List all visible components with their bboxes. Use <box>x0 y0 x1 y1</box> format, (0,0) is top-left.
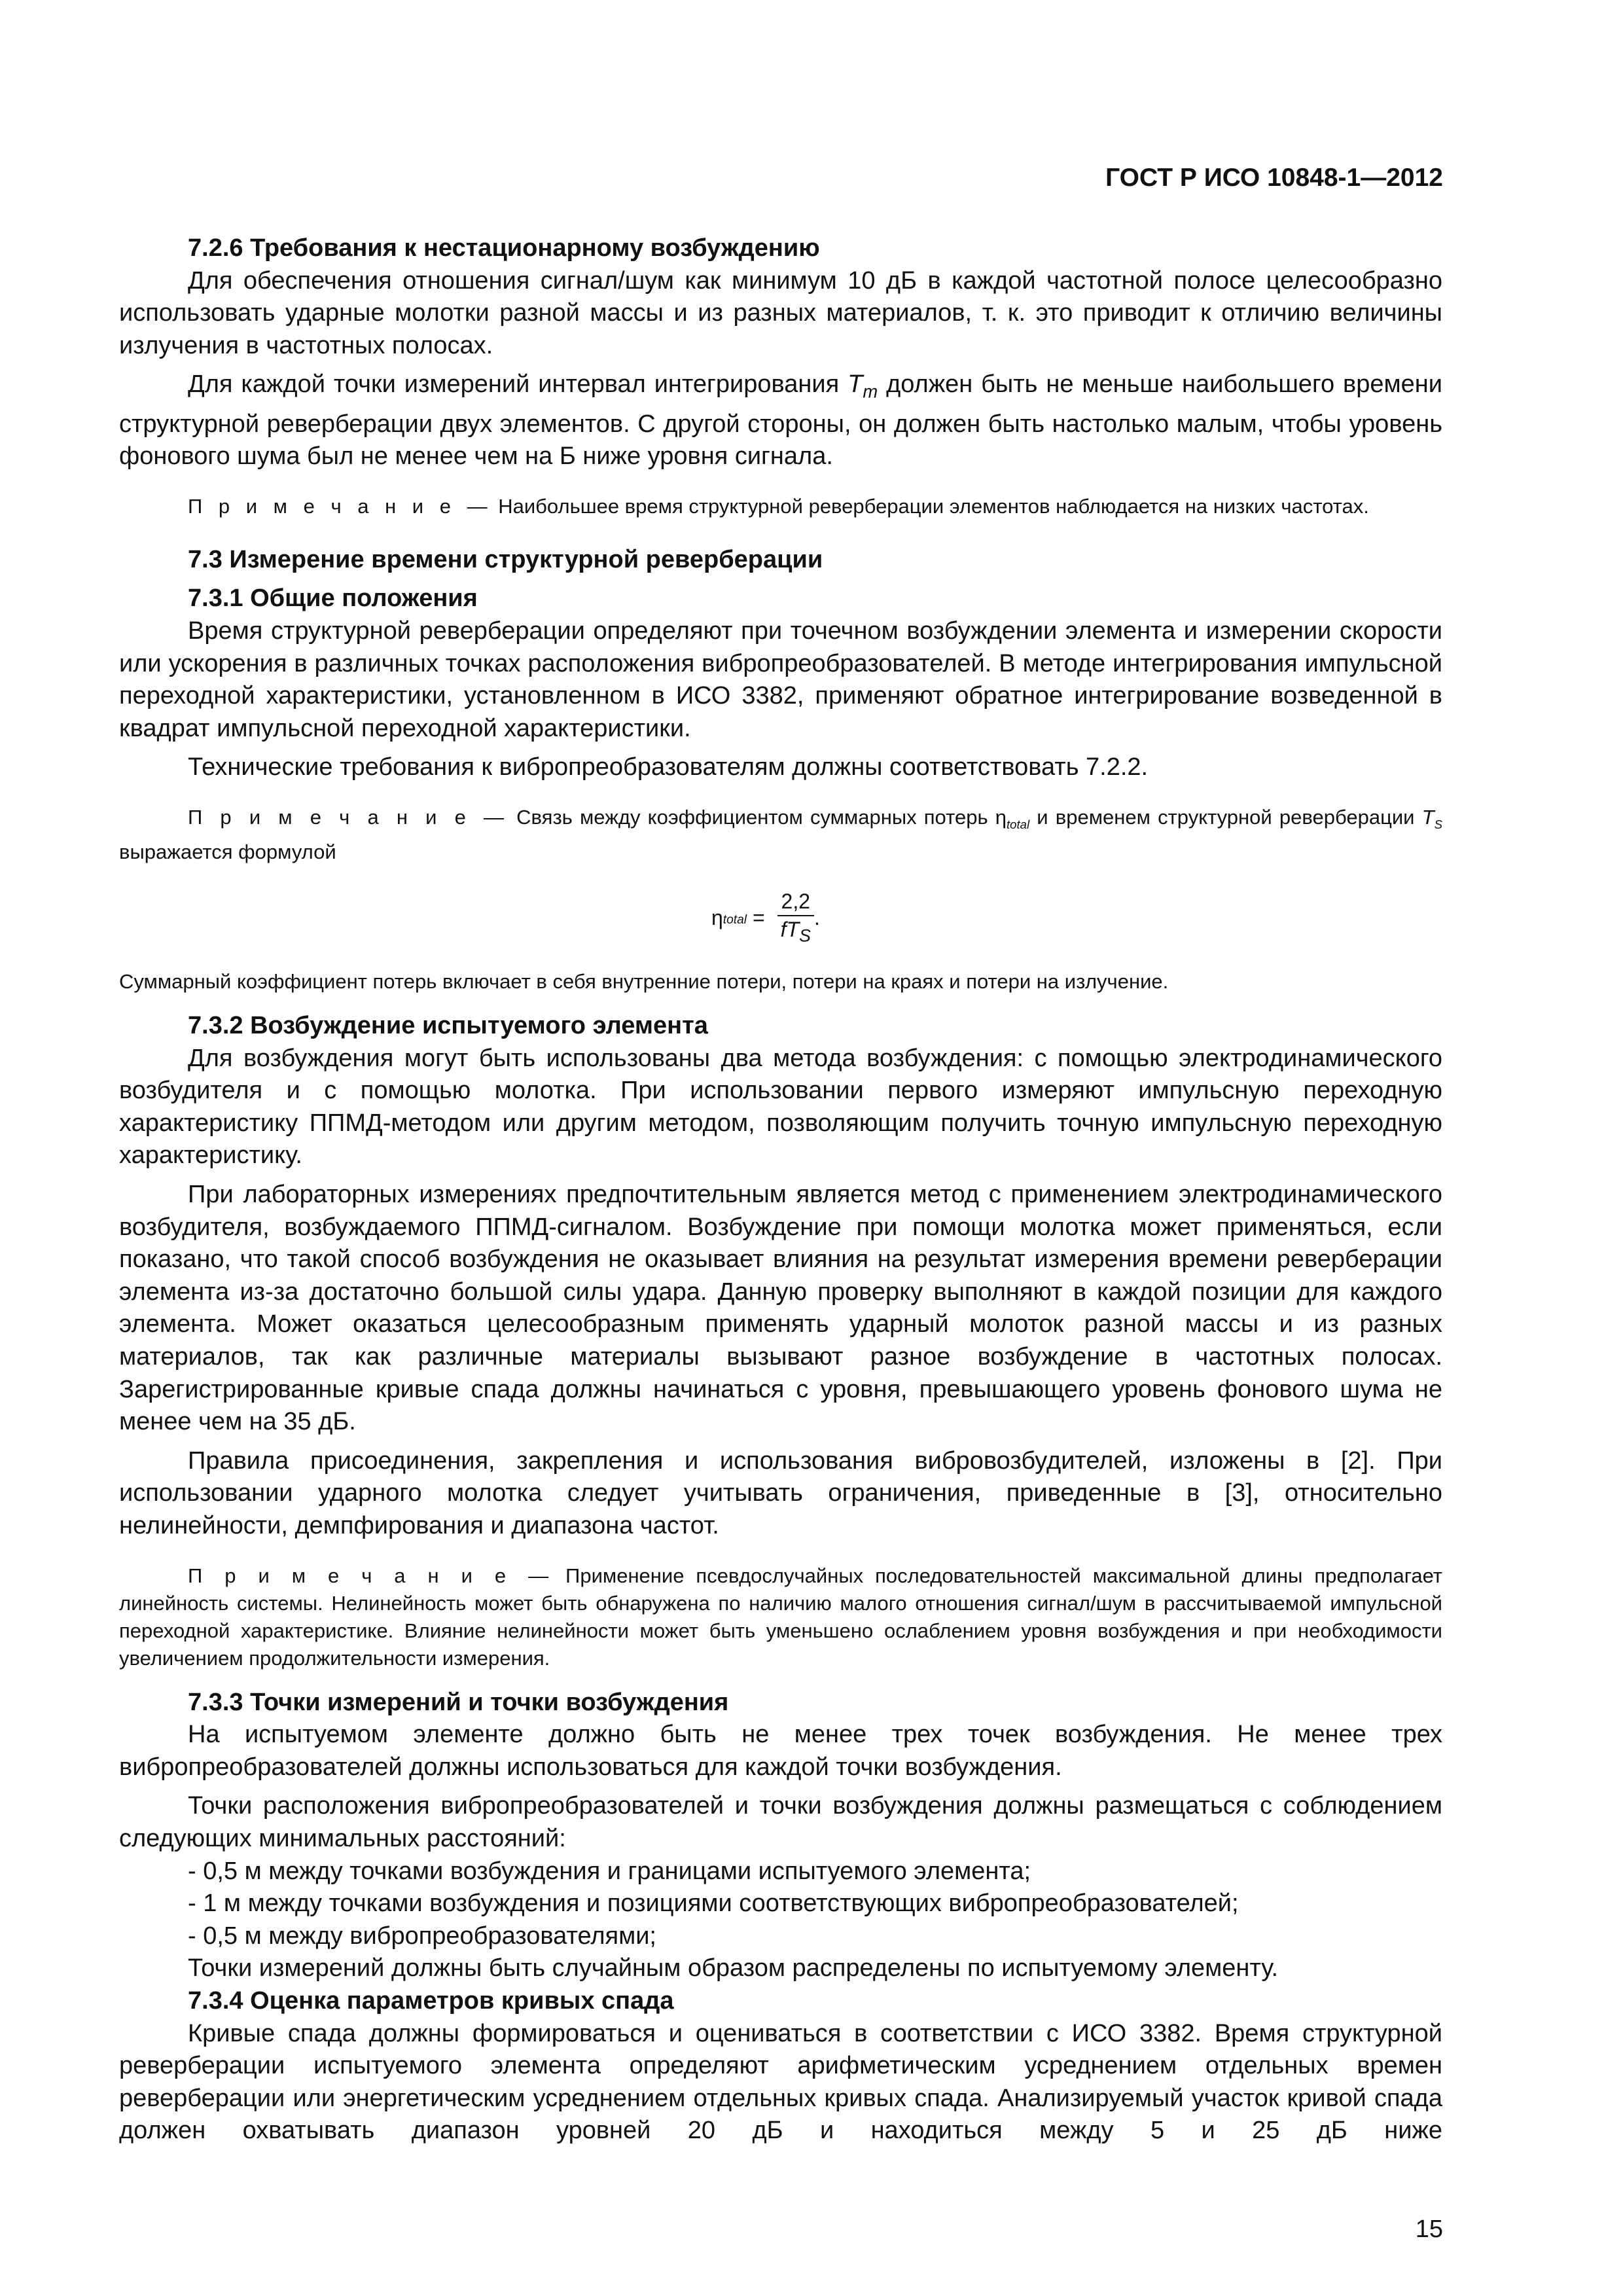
formula-lhs: η <box>711 905 723 929</box>
paragraph: Для возбуждения могут быть использованы два метода возбуждения: с помощью электродинамического возбудителя и с помощью молотка. При использовании первого измеряют импульсную переходную характеристику ППМД-методом или другим методом, позволяющим получить точную импульсную переходную характеристику. <box>119 1044 1442 1170</box>
formula <box>119 883 1442 948</box>
heading-7-3: 7.3 Измерение времени структурной реверберации <box>188 545 823 573</box>
note <box>119 804 1442 866</box>
paragraph <box>119 368 1442 473</box>
list-item: - 0,5 м между точками возбуждения и границами испытуемого элемента; <box>188 1857 1031 1885</box>
list-item: - 1 м между точками возбуждения и позициями соответствующих вибропреобразователей; <box>188 1890 1239 1918</box>
subscript <box>1435 814 1442 833</box>
document-header: ГОСТ Р ИСО 10848-1—2012 <box>1105 164 1443 192</box>
paragraph: Правила присоединения, закрепления и использования вибровозбудителей, изложены в [2]. При использовании ударного молотка следует учитывать ограничения, приведенные в [3], относительно нелинейности, демпфирования и диапазона частот. <box>119 1446 1442 1539</box>
paragraph: Для обеспечения отношения сигнал/шум как минимум 10 дБ в каждой частотной полосе целесообразно использовать ударные молотки разной массы и из разных материалов, т. к. это приводит к отличию величины излучения в частотных полосах. <box>119 266 1442 359</box>
text-run: Для каждой точки измерений интервал интегрирования <box>188 370 840 399</box>
formula-lhs-subscript <box>723 908 747 928</box>
subscript <box>1007 814 1029 833</box>
heading-7-3-1: 7.3.1 Общие положения <box>188 584 478 613</box>
symbol: T <box>847 370 863 399</box>
formula-denominator <box>781 916 811 946</box>
formula-numerator: 2,2 <box>777 889 814 916</box>
note-text: выражается формулой <box>119 840 336 864</box>
page-number: 15 <box>1415 2215 1443 2243</box>
note-continuation: Суммарный коэффициент потерь включает в себя внутренние потери, потери на краях и потери на излучение. <box>119 970 1169 994</box>
symbol-tm <box>847 370 878 402</box>
denominator-subscript: S <box>799 925 811 946</box>
subscript: m <box>863 381 878 402</box>
symbol: T <box>1421 805 1435 829</box>
paragraph: Время структурной реверберации определяют при точечном возбуждении элемента и измерении скорости или ускорения в различных точках расположения вибропреобразователей. В методе интегрирования импульсной переходной характеристики, установленном в ИСО 3382, применяют обратное интегрирование возведенной в квадрат импульсной переходной характеристики. <box>119 617 1442 742</box>
page-body <box>119 232 1442 2147</box>
note-text: Наибольшее время структурной реверберации элементов наблюдается на низких частотах. <box>498 494 1369 518</box>
heading-7-3-2: 7.3.2 Возбуждение испытуемого элемента <box>188 1012 708 1040</box>
formula-end: . <box>814 905 820 929</box>
paragraph: Кривые спада должны формироваться и оцениваться в соответствии с ИСО 3382. Время структурной реверберации испытуемого элемента определяют арифметическим усреднением отдельных времен реверберации или энергетическим усреднением отдельных кривых спада. Анализируемый участок кривой спада должен охватывать диапазон уровней 20 дБ и находиться между 5 и 25 дБ ниже <box>119 2019 1442 2145</box>
note-label: П р и м е ч а н и е — <box>188 805 510 829</box>
denominator-text: fT <box>780 918 800 942</box>
note-text: Применение псевдослучайных последовательностей максимальной длины предполагает линейность системы. Нелинейность может быть обнаружена по наличию малого отношения сигнал/шум в рассчитываемой импульсной переходной характеристике. Влияние нелинейности может быть уменьшено ослаблением уровня возбуждения и при необходимости увеличением продолжительности измерения. <box>119 1564 1442 1670</box>
paragraph: Точки измерений должны быть случайным образом распределены по испытуемому элементу. <box>188 1954 1279 1982</box>
subscript-text: total <box>722 912 747 927</box>
text-run: должен быть не меньше наибольшего времени структурной реверберации двух элементов. С другой стороны, он должен быть настолько малым, чтобы уровень фонового шума был не менее чем на Б ниже уровня сигнала. <box>119 370 1442 471</box>
note-label: П р и м е ч а н и е — <box>188 1564 554 1587</box>
heading-7-3-4: 7.3.4 Оценка параметров кривых спада <box>188 1986 674 2015</box>
note <box>119 493 1442 520</box>
paragraph: На испытуемом элементе должно быть не менее трех точек возбуждения. Не менее трех вибропреобразователей должны использоваться для каждой точки возбуждения. <box>119 1721 1442 1781</box>
formula-fraction <box>777 889 814 946</box>
note <box>119 1562 1442 1672</box>
formula-equals: = <box>747 905 771 929</box>
note-text: Связь между коэффициентом суммарных потерь η <box>516 805 1007 829</box>
paragraph: Технические требования к вибропреобразователям должны соответствовать 7.2.2. <box>188 753 1149 781</box>
list-item: - 0,5 м между вибропреобразователями; <box>188 1922 656 1950</box>
formula-body <box>711 889 820 946</box>
note-label: П р и м е ч а н и е — <box>188 494 493 518</box>
note-text: и временем структурной реверберации <box>1029 805 1422 829</box>
paragraph: При лабораторных измерениях предпочтительным является метод с применением электродинамического возбудителя, возбуждаемого ППМД-сигналом. Возбуждение при помощи молотка может применяться, если показано, что такой способ возбуждения не оказывает влияния на результат измерения времени реверберации элемента из-за достаточно большой силы удара. Данную проверку выполняют в каждой позиции для каждого элемента. Может оказаться целесообразным применять ударный молоток разной массы и из разных материалов, так как различные материалы вызывают разное возбуждение в частотных полосах. Зарегистрированные кривые спада должны начинаться с уровня, превышающего уровень фонового шума не менее чем на 35 дБ. <box>119 1181 1442 1436</box>
heading-7-2-6: 7.2.6 Требования к нестационарному возбуждению <box>188 234 820 262</box>
heading-7-3-3: 7.3.3 Точки измерений и точки возбуждения <box>188 1688 729 1716</box>
subscript-text: S <box>1434 817 1442 832</box>
subscript-text: total <box>1007 817 1030 832</box>
paragraph: Точки расположения вибропреобразователей и точки возбуждения должны размещаться с соблюдением следующих минимальных расстояний: <box>119 1792 1442 1852</box>
